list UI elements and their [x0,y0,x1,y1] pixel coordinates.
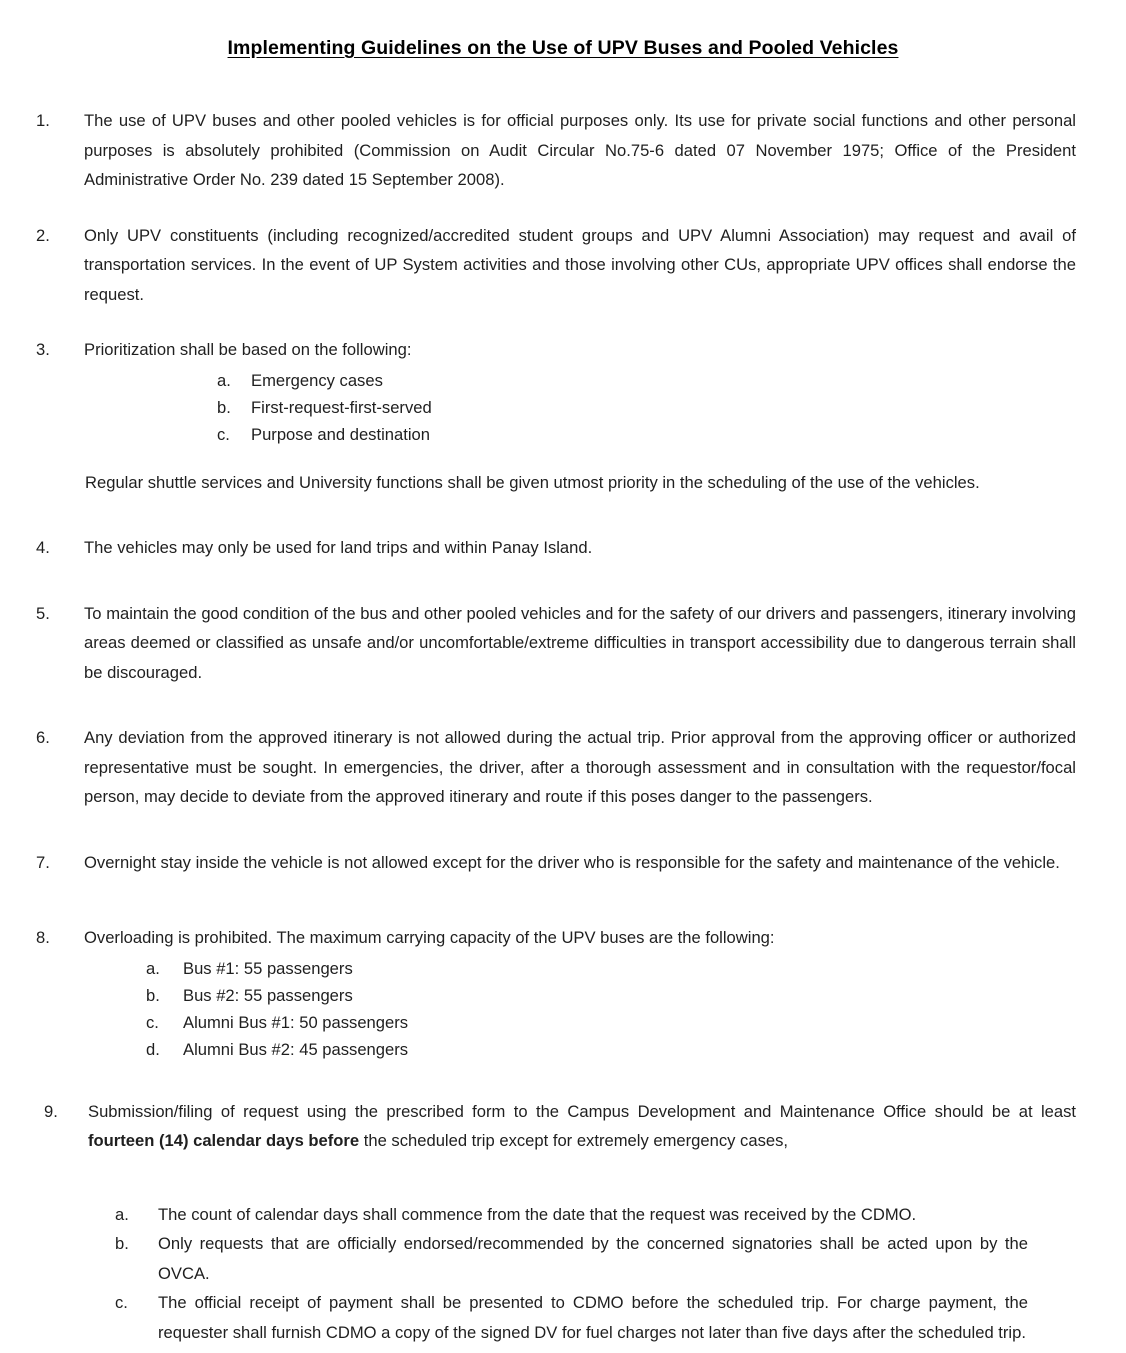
list-item-number: 2. [36,225,50,245]
list-item [0,533,1126,563]
sublist [115,1200,1076,1348]
list-item [0,848,1126,878]
list-item-text: To maintain the good condition of the bus and other pooled vehicles and for the safety of our drivers and passengers, itinerary involving areas deemed or classified as unsafe and/or uncomfortable/extreme difficulties in transport accessibility due to dangerous terrain shall be discouraged. [84,603,1076,682]
sublist-item [146,955,1076,982]
sublist-item-text: Purpose and destination [251,424,430,444]
list-item-text: Any deviation from the approved itinerary is not allowed during the actual trip. Prior approval from the approving officer or authorized representative must be sought. In emergencies, the driver, after a thorough assessment and in consultation with the requestor/focal person, may decide to deviate from the approved itinerary and route if this poses danger to the passengers. [84,728,1076,807]
list-item-number: 9. [44,1101,58,1121]
submission-deadline-emphasis: fourteen (14) calendar days before [88,1131,360,1151]
sublist-item-marker: c. [217,424,230,444]
list-item-text: Only UPV constituents (including recognized/accredited student groups and UPV Alumni Association) may request and avail of transportation services. In the event of UP System activities and those involving other CUs, appropriate UPV offices shall endorse the request. [84,225,1076,304]
list-item-text [88,1102,1076,1151]
sublist-item-marker: b. [146,985,160,1005]
list-item [0,923,1126,1063]
list-item-text: Prioritization shall be based on the following: [84,340,412,360]
sublist-item-text: The official receipt of payment shall be presented to CDMO before the scheduled trip. For charge payment, the requester shall furnish CDMO a copy of the signed DV for fuel charges not later than five days after the scheduled trip. [158,1293,1028,1342]
list-item-number: 6. [36,728,50,748]
list-item-text: Overnight stay inside the vehicle is not allowed except for the driver who is responsible for the safety and maintenance of the vehicle. [84,852,1060,872]
sublist [217,367,1076,448]
list-item [0,723,1126,812]
list-item-number: 4. [36,538,50,558]
sublist-item-marker: b. [217,397,231,417]
sublist-item [217,367,1076,394]
list-item-number: 3. [36,340,50,360]
list-item [0,599,1126,688]
sublist-item-marker: c. [115,1293,128,1313]
list-item-number: 7. [36,852,50,872]
sublist-item [146,1036,1076,1063]
sublist-item-marker: a. [115,1204,129,1224]
sublist-item-marker: b. [115,1234,129,1254]
sublist-item-text: Alumni Bus #2: 45 passengers [183,1039,409,1059]
sublist-item-marker: c. [146,1012,159,1032]
sublist-item-marker: a. [217,370,231,390]
sublist-item [146,982,1076,1009]
list-item-text: The vehicles may only be used for land trips and within Panay Island. [84,538,593,558]
sublist-item [217,421,1076,448]
sublist-item-marker: d. [146,1039,160,1059]
sublist-item [115,1288,1028,1347]
list-item-number: 5. [36,603,50,623]
guidelines-body [0,60,1126,1347]
list-item [0,1097,1126,1348]
list-item-number: 1. [36,111,50,131]
sublist [146,955,1076,1063]
page-title: Implementing Guidelines on the Use of UPV Buses and Pooled Vehicles [227,37,899,59]
sublist-item-marker: a. [146,958,160,978]
sublist-item-text: Emergency cases [251,370,383,390]
sublist-item-text: First-request-first-served [251,397,432,417]
submission-text-lead: Submission/filing of request using the prescribed form to the Campus Development and Maintenance Office should be at least [88,1101,1076,1121]
list-item-number: 8. [36,928,50,948]
sublist-item-text: Only requests that are officially endorsed/recommended by the concerned signatories shall be acted upon by the OVCA. [158,1234,1028,1283]
sublist-item-text: Bus #2: 55 passengers [183,985,353,1005]
list-item [0,221,1126,310]
sublist-item [115,1200,1028,1230]
sublist-item-text: Alumni Bus #1: 50 passengers [183,1012,409,1032]
sublist-item-text: Bus #1: 55 passengers [183,958,353,978]
list-item-text: The use of UPV buses and other pooled vehicles is for official purposes only. Its use for private social functions and other personal purposes is absolutely prohibited (Commission on Audit Circular No.75-6 dated 07 November 1975; Office of the President Administrative Order No. 239 dated 15 September 2008). [84,111,1076,190]
shuttle-priority-paragraph: Regular shuttle services and University functions shall be given utmost priority in the scheduling of the use of the vehicles. [85,472,980,492]
sublist-item [115,1229,1028,1288]
sublist-item-text: The count of calendar days shall commence from the date that the request was received by the CDMO. [158,1204,917,1224]
sublist-item [217,394,1076,421]
list-item-text: Overloading is prohibited. The maximum carrying capacity of the UPV buses are the following: [84,928,775,948]
sublist-item [146,1009,1076,1036]
submission-text-tail: the scheduled trip except for extremely emergency cases, [359,1131,789,1151]
list-item [0,335,1126,448]
list-item [0,106,1126,195]
